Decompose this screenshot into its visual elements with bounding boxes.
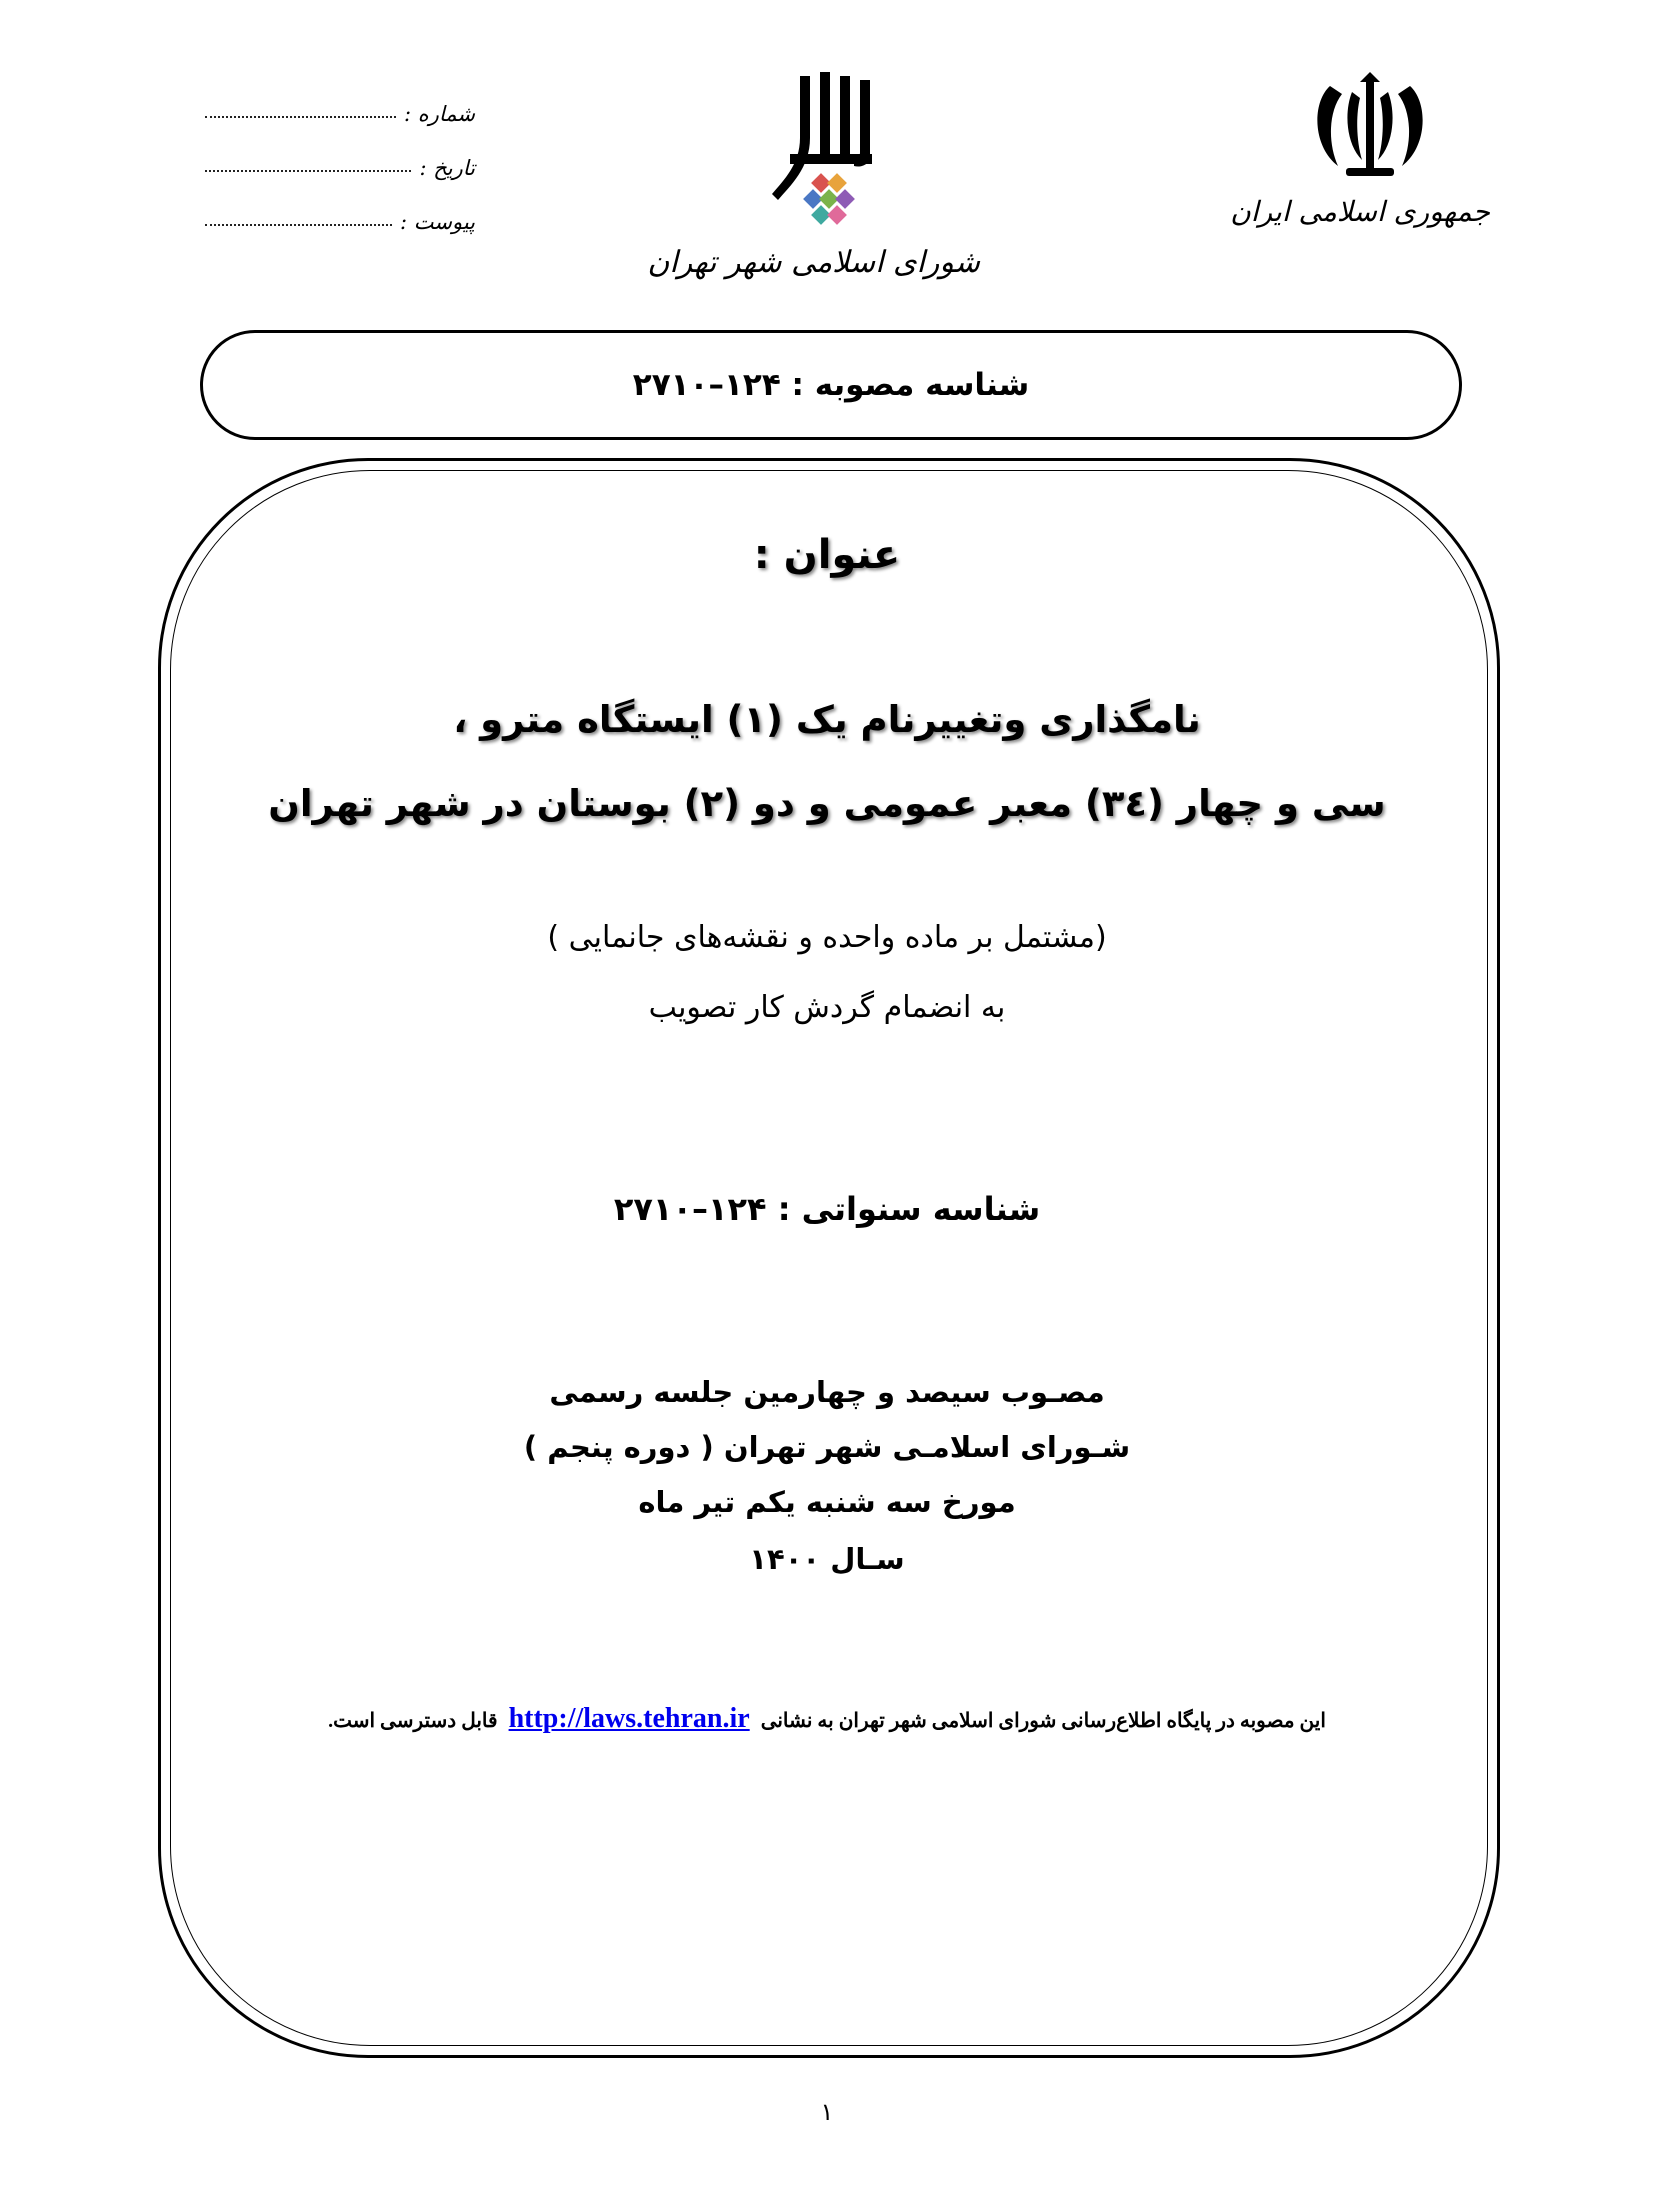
approval-line-1: مصـوب سیصد و چهارمین جلسه رسمی xyxy=(549,1375,1105,1409)
number-field xyxy=(205,92,475,126)
notice-text-before: این مصوبه در پایگاه اطلاع‌رسانی شورای اسلامی شهر تهران به نشانی xyxy=(760,1710,1326,1732)
iran-emblem-icon xyxy=(1290,68,1450,188)
tehran-council-logo xyxy=(770,68,880,238)
page-number: ۱ xyxy=(820,2098,834,2126)
chronology-code: شناسه سنواتی : ۱۲۴–۲۷۱۰ xyxy=(613,1190,1041,1228)
title-heading: عنوان : xyxy=(753,532,901,578)
laws-website-link[interactable]: http://laws.tehran.ir xyxy=(508,1703,750,1734)
number-dotted-line xyxy=(205,115,396,118)
council-logo-icon xyxy=(770,68,880,238)
resolution-id-box xyxy=(200,330,1462,440)
document-title-line-1: نامگذاری وتغییرنام یک (۱) ایستگاه مترو ، xyxy=(453,698,1201,741)
resolution-id: شناسه مصوبه : ۱۲۴–۲۷۱۰ xyxy=(632,367,1030,403)
date-field xyxy=(205,146,475,180)
availability-notice xyxy=(200,1703,1454,1735)
date-label: تاریخ : xyxy=(419,156,475,180)
attachment-field xyxy=(205,200,475,234)
attachment-label: پیوست : xyxy=(400,210,475,234)
approval-line-3: مورخ سه شنبه یکم تیر ماه xyxy=(638,1485,1016,1519)
document-subtitle-1: (مشتمل بر ماده واحده و نقشه‌های جانمایی ) xyxy=(547,920,1107,955)
approval-line-4: سـال ۱۴۰۰ xyxy=(749,1542,905,1576)
emblem-caption: جمهوری اسلامی ایران xyxy=(1230,195,1490,228)
iran-emblem-logo xyxy=(1290,68,1450,188)
date-dotted-line xyxy=(205,169,411,172)
approval-line-2: شـورای اسلامـی شهر تهران ( دوره پنجم ) xyxy=(523,1430,1131,1464)
document-title-line-2: سی و چهار (۳٤) معبر عمومی و دو (۲) بوستان در شهر تهران xyxy=(268,782,1386,825)
notice-text-after: قابل دسترسی است. xyxy=(328,1710,498,1732)
attachment-dotted-line xyxy=(205,223,392,226)
council-caption: شورای اسلامی شهر تهران xyxy=(647,245,980,280)
number-label: شماره : xyxy=(403,102,475,126)
document-subtitle-2: به انضمام گردش کار تصویب xyxy=(648,990,1006,1025)
